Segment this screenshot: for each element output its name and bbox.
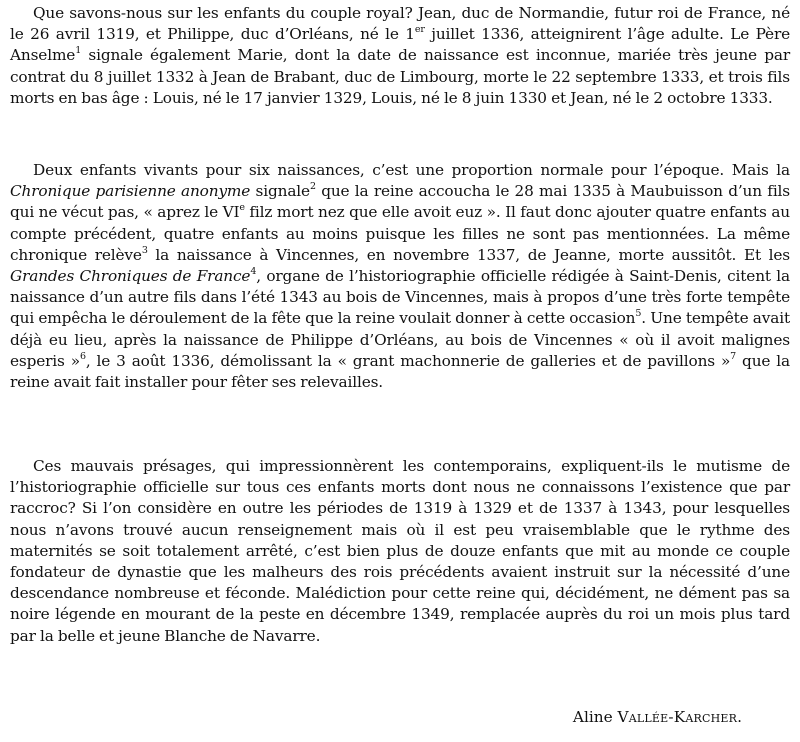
italic-title: Grandes Chroniques de France	[10, 267, 251, 286]
signature-period: .	[737, 708, 742, 726]
text-run: , organe de l’historiographie officielle rédigée à Saint-Denis, citent la naissance d’un autre fils dans l’été 1343 au bois de Vincennes, mais à propos d’une très forte tempête qui empêcha le déroulement de la fête que la reine voulait donner à cette occasion	[10, 267, 790, 328]
text-run: signale	[250, 182, 310, 201]
footnote-marker: 7	[730, 350, 737, 362]
text-run: que la reine avait fait installer pour fêter ses relevailles.	[10, 351, 790, 392]
footnote-marker: e	[239, 202, 245, 214]
text-run: filz mort nez que elle avoit euz ». Il faut donc ajouter quatre enfants au compte précédent, quatre enfants au moins puisque les filles ne sont pas mentionnées. La même chronique relève	[10, 203, 790, 264]
footnote-marker: 1	[75, 45, 82, 57]
footnote-marker: 6	[79, 350, 86, 362]
footnote-marker: 2	[309, 181, 316, 193]
text-run: Ces mauvais présages, qui impressionnèrent les contemporains, expliquent-ils le mutisme de l’historiographie officielle sur tous ces enfants morts dont nous ne connaissons l’existence que par raccroc? Si l’on considère en outre les périodes de 1319 à 1329 et de 1337 à 1343, pour lesquelles nous n’avons trouvé aucun renseignement mais où il est peu vraisemblable que le rythme des maternités se soit totalement arrêté, c’est bien plus de douze enfants que mit au monde ce couple fondateur de dynastie que les malheurs des rois précédents avaient instruit sur la nécessité d’une descendance nombreuse et féconde. Malédiction pour cette reine qui, décidément, ne dément pas sa noire légende en mourant de la peste en décembre 1349, remplacée auprès du roi un mois plus tard par la belle et jeune Blanche de Navarre.	[10, 457, 790, 645]
text-run: la naissance à Vincennes, en novembre 1337, de Jeanne, morte aussitôt. Et les	[147, 245, 790, 264]
text-run: juillet 1336, atteignirent l’âge adulte. Le Père Anselme	[10, 25, 791, 65]
paragraph-chronicles	[10, 160, 790, 393]
author-first-name: Aline	[572, 708, 613, 726]
text-run: Que savons-nous sur les enfants du couple royal? Jean, duc de Normandie, futur roi de France, né le 26 avril 1319, et Philippe, duc d’Orléans, né le 1	[10, 4, 790, 44]
text-run: signale également Marie, dont la date de naissance est inconnue, mariée très jeune par contrat du 8 juillet 1332 à Jean de Brabant, duc de Limbourg, morte le 22 septembre 1333, et trois fils morts en bas âge : Louis, né le 17 janvier 1329, Louis, né le 8 juin 1330 et Jean, né le 2 octobre 1333.	[10, 46, 790, 107]
author-last-name: Vallée-Karcher	[617, 708, 738, 726]
footnote-marker: er	[414, 24, 425, 36]
italic-title: Chronique parisienne anonyme	[10, 182, 251, 201]
footnote-marker: 4	[250, 265, 257, 277]
text-run: . Une tempête avait déjà eu lieu, après la naissance de Philippe d’Orléans, au bois de Vincennes « où il avoit malignes esperis »	[10, 309, 790, 370]
paragraph-royal-children	[10, 3, 790, 109]
text-run: , le 3 août 1336, démolissant la « grant machonnerie de galleries et de pavillons »	[85, 351, 731, 370]
footnote-marker: 3	[141, 244, 148, 256]
paragraph-omens	[10, 456, 790, 647]
author-signature	[573, 707, 742, 728]
text-run: que la reine accoucha le 28 mai 1335 à Maubuisson d’un fils qui ne vécut pas, « aprez le VI	[10, 182, 790, 222]
text-run: Deux enfants vivants pour six naissances, c’est une proportion normale pour l’époque. Mais la	[33, 161, 790, 179]
footnote-marker: 5	[635, 308, 642, 320]
